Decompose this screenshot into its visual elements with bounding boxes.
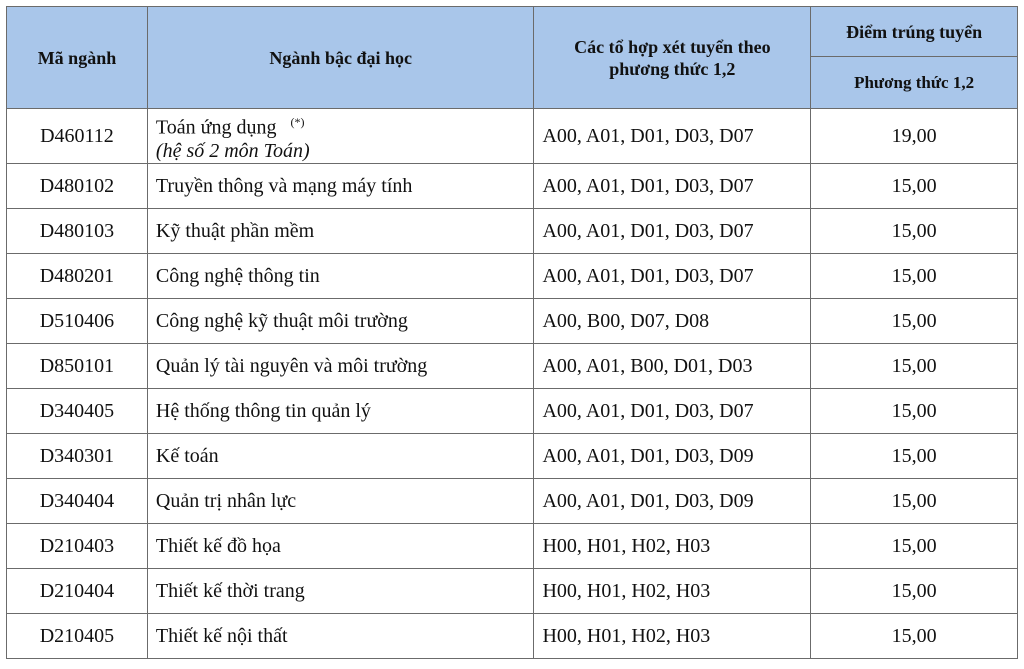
score-value: 15,00: [811, 299, 1018, 344]
header-code: Mã ngành: [7, 7, 148, 109]
major-name: Thiết kế thời trang: [147, 569, 534, 614]
score-value: 19,00: [811, 109, 1018, 164]
combo-list: A00, A01, D01, D03, D07: [534, 164, 811, 209]
major-name: Quản trị nhân lực: [147, 479, 534, 524]
combo-list: A00, A01, D01, D03, D07: [534, 209, 811, 254]
combo-list: A00, A01, B00, D01, D03: [534, 344, 811, 389]
major-code: D340405: [7, 389, 148, 434]
major-code: D480201: [7, 254, 148, 299]
combo-list: A00, B00, D07, D08: [534, 299, 811, 344]
score-value: 15,00: [811, 389, 1018, 434]
major-code: D460112: [7, 109, 148, 164]
major-code: D210405: [7, 614, 148, 659]
table-row: [7, 254, 1018, 299]
major-code: D210404: [7, 569, 148, 614]
major-name: Kỹ thuật phần mềm: [147, 209, 534, 254]
score-value: 15,00: [811, 569, 1018, 614]
header-major: Ngành bậc đại học: [147, 7, 534, 109]
header-combo-line1: Các tổ hợp xét tuyển theo: [574, 36, 771, 57]
major-code: D210403: [7, 524, 148, 569]
major-name: Công nghệ thông tin: [147, 254, 534, 299]
header-score-group: Điểm trúng tuyển: [811, 7, 1018, 57]
combo-list: A00, A01, D01, D03, D07: [534, 389, 811, 434]
score-value: 15,00: [811, 614, 1018, 659]
table-row: [7, 109, 1018, 164]
table-row: [7, 389, 1018, 434]
header-score-method: Phương thức 1,2: [811, 57, 1018, 109]
major-note: (*): [290, 115, 305, 130]
major-code: D510406: [7, 299, 148, 344]
combo-list: H00, H01, H02, H03: [534, 524, 811, 569]
header-combo-line2: phương thức 1,2: [609, 58, 736, 79]
major-name: Kế toán: [147, 434, 534, 479]
table-row: [7, 569, 1018, 614]
table-row: [7, 614, 1018, 659]
major-code: D850101: [7, 344, 148, 389]
major-code: D480103: [7, 209, 148, 254]
score-value: 15,00: [811, 479, 1018, 524]
table-row: [7, 209, 1018, 254]
major-name: Thiết kế đồ họa: [147, 524, 534, 569]
major-name: Thiết kế nội thất: [147, 614, 534, 659]
combo-list: A00, A01, D01, D03, D09: [534, 479, 811, 524]
score-value: 15,00: [811, 434, 1018, 479]
combo-list: A00, A01, D01, D03, D09: [534, 434, 811, 479]
admission-score-table: [6, 6, 1018, 659]
major-code: D340404: [7, 479, 148, 524]
table-row: [7, 164, 1018, 209]
combo-list: A00, A01, D01, D03, D07: [534, 109, 811, 164]
combo-list: H00, H01, H02, H03: [534, 569, 811, 614]
table-row: [7, 344, 1018, 389]
major-name: Công nghệ kỹ thuật môi trường: [147, 299, 534, 344]
major-name: Hệ thống thông tin quản lý: [147, 389, 534, 434]
major-name: Toán ứng dụng: [155, 116, 277, 139]
score-value: 15,00: [811, 209, 1018, 254]
major-code: D480102: [7, 164, 148, 209]
table-row: [7, 299, 1018, 344]
score-value: 15,00: [811, 254, 1018, 299]
major-name: Quản lý tài nguyên và môi trường: [147, 344, 534, 389]
header-combo: [534, 7, 811, 109]
table-row: [7, 479, 1018, 524]
score-value: 15,00: [811, 524, 1018, 569]
major-name-cell: [147, 109, 534, 164]
major-subnote: (hệ số 2 môn Toán): [155, 139, 310, 162]
major-code: D340301: [7, 434, 148, 479]
combo-list: H00, H01, H02, H03: [534, 614, 811, 659]
table-row: [7, 434, 1018, 479]
major-name: Truyền thông và mạng máy tính: [147, 164, 534, 209]
table-row: [7, 524, 1018, 569]
score-value: 15,00: [811, 344, 1018, 389]
score-value: 15,00: [811, 164, 1018, 209]
combo-list: A00, A01, D01, D03, D07: [534, 254, 811, 299]
